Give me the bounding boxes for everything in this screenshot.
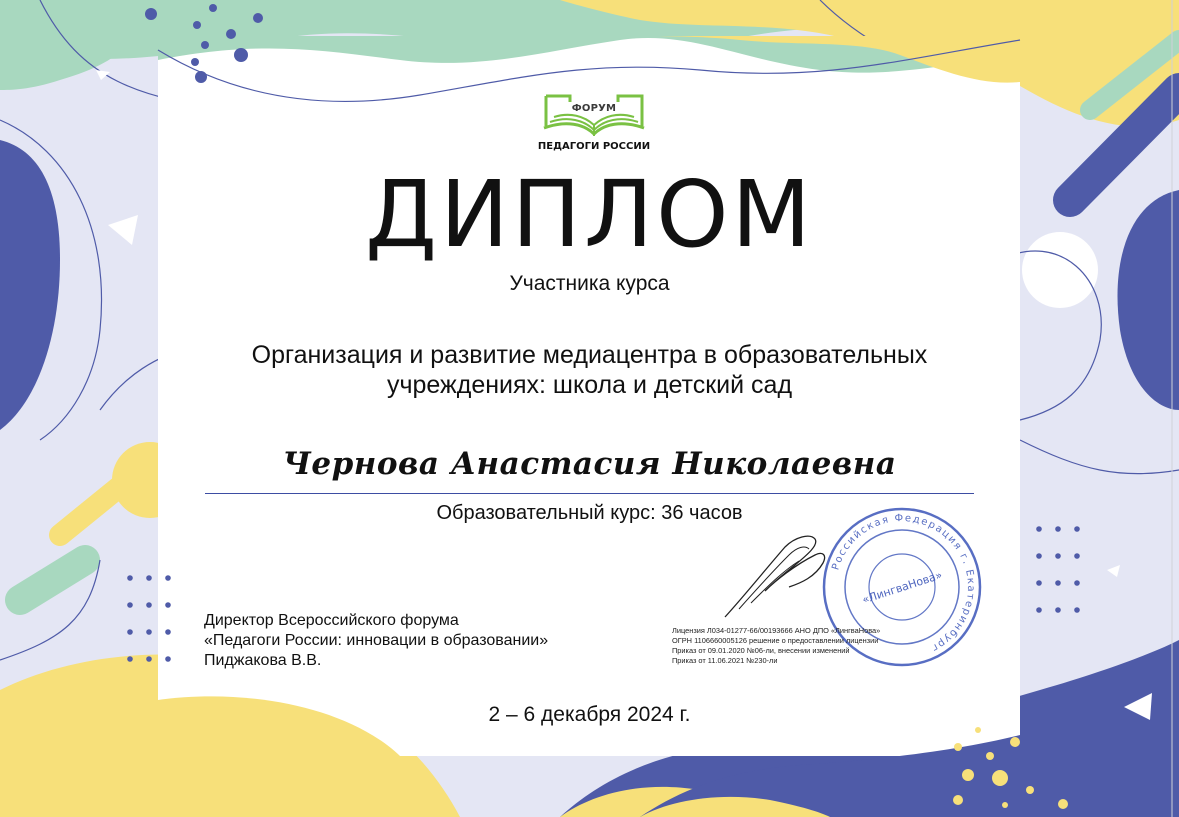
signature [715, 525, 835, 625]
diploma-title: ДИПЛОМ [365, 161, 814, 268]
diploma-subtitle: Участника курса [509, 272, 670, 295]
license-line: Лицензия Л034-01277-66/00193666 АНО ДПО «ЛингваНова» [672, 626, 881, 635]
director-line: Директор Всероссийского форума [204, 612, 459, 629]
course-title [0, 340, 1179, 400]
stamp-center-text: «ЛингваНова» [860, 568, 944, 607]
course-dates: 2 – 6 декабря 2024 г. [488, 703, 691, 726]
course-hours: Образовательный курс: 36 часов [436, 502, 743, 524]
logo-top-text: ФОРУМ [571, 103, 617, 114]
director-block [204, 611, 548, 671]
name-underline [205, 493, 974, 494]
stamp-ring-text: Российская Федерация г. Екатеринбург [830, 512, 977, 654]
logo-bottom-text: ПЕДАГОГИ РОССИИ [537, 141, 651, 152]
director-line: «Педагоги России: инновации в образовании» [204, 632, 549, 649]
license-line: ОГРН 1106660005126 решение о предоставлении лицензии [672, 636, 879, 645]
director-line: Пиджакова В.В. [204, 652, 322, 669]
license-info [672, 626, 880, 666]
course-title-line: Организация и развитие медиацентра в образовательных [251, 341, 928, 369]
recipient-name: Чернова Анастасия Николаевна [282, 446, 897, 482]
course-title-line: учреждениях: школа и детский сад [386, 371, 793, 399]
license-line: Приказ от 11.06.2021 №230-ли [672, 656, 778, 665]
license-line: Приказ от 09.01.2020 №06-ли, внесении изменений [672, 646, 850, 655]
forum-logo [536, 90, 652, 160]
